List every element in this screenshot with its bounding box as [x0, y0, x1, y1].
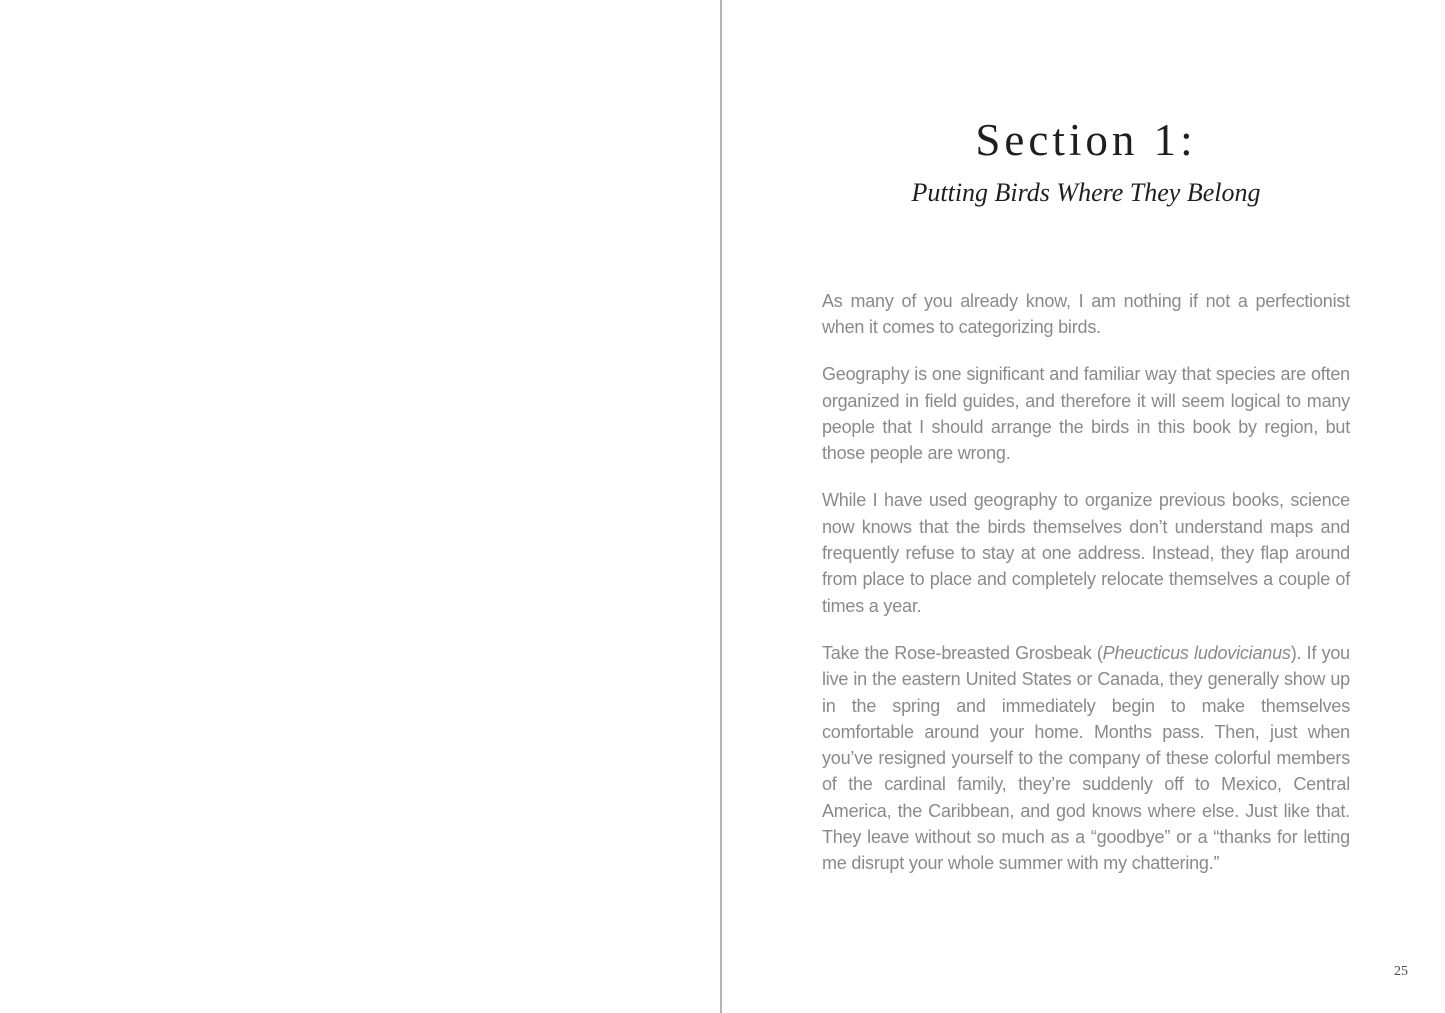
paragraph-4-text-continued: ). If you live in the eastern United States or Canada, they generally show up in the spring and immediately begin to make themselves comfortable around your home. Months pass. Then, just when you’ve resigned yourself to the company of these colorful members of the cardinal family, they’re suddenly off to Mexico, Central America, the Caribbean, and god knows where else. Just like that. They leave without so much as a “goodbye” or a “thanks for letting me disrupt your whole summer with my chattering.”	[822, 642, 1350, 874]
body-text	[822, 288, 1350, 877]
paragraph-1: As many of you already know, I am nothing if not a perfectionist when it comes to categorizing birds.	[822, 290, 1350, 337]
paragraph-3: While I have used geography to organize previous books, science now knows that the birds themselves don’t understand maps and frequently refuse to stay at one address. Instead, they flap around from place to place and completely relocate themselves a couple of times a year.	[822, 490, 1350, 616]
page-divider	[720, 0, 722, 1013]
page-number: 25	[1394, 964, 1408, 979]
species-name: Pheucticus ludovicianus	[1102, 642, 1291, 663]
left-page	[0, 0, 720, 1013]
section-heading: Section 1:	[975, 115, 1197, 165]
paragraph-4	[822, 640, 1350, 877]
paragraph-2: Geography is one significant and familiar way that species are often organized in field guides, and therefore it will seem logical to many people that I should arrange the birds in this book by region, but those people are wrong.	[822, 364, 1350, 464]
right-page	[822, 0, 1350, 877]
paragraph-4-text: Take the Rose-breasted Grosbeak (	[822, 642, 1103, 663]
section-subtitle: Putting Birds Where They Belong	[911, 177, 1261, 207]
